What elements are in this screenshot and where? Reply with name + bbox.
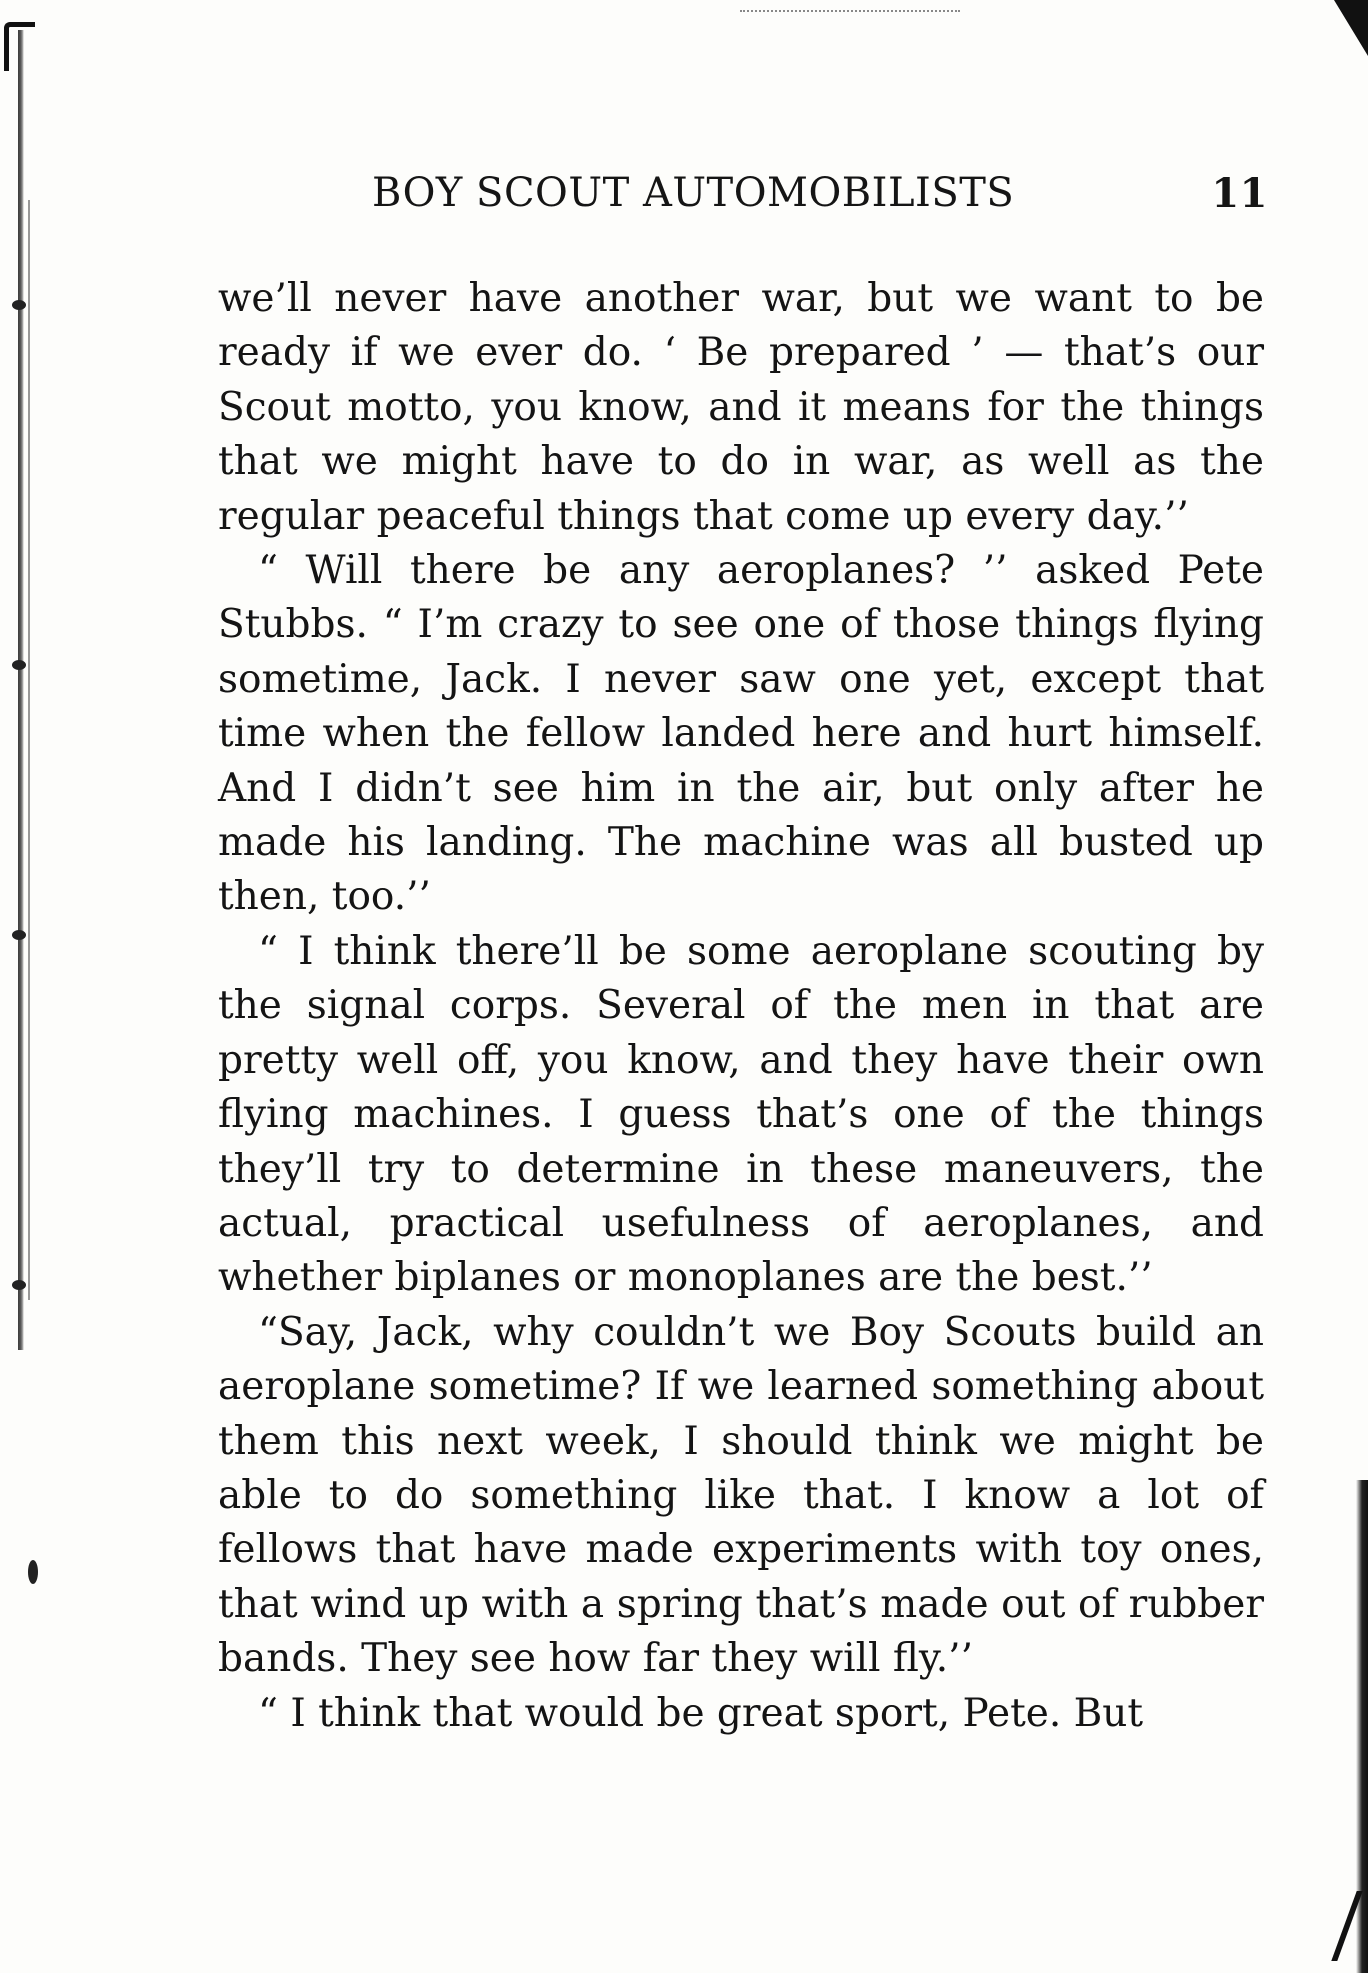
paragraph: “Say, Jack, why couldn’t we Boy Scouts build an aeroplane sometime? If we learned something about them this next week, I should think we might be able to do something like that. I know a lot of fellows that have made experiments with toy ones, that wind up with a spring that’s made out of rubber bands. They see how far they will fly.’’ xyxy=(218,1309,1264,1682)
running-header xyxy=(372,170,1268,230)
paragraph: we’ll never have another war, but we want to be ready if we ever do. ‘ Be prepared ’ — that’s our Scout motto, you know, and it means for the things that we might have to do in war, as well as the regular peaceful things that come up every day.’’ xyxy=(218,276,1264,539)
running-title: BOY SCOUT AUTOMOBILISTS xyxy=(372,170,1015,216)
paragraph: “ I think there’ll be some aeroplane scouting by the signal corps. Several of the men in that are pretty well off, you know, and they have their own flying machines. I guess that’s one of the things they’ll try to determine in these maneuvers, the actual, practical usefulness of aeroplanes, and whether biplanes or monoplanes are the best.’’ xyxy=(218,928,1264,1301)
page-corner-mark xyxy=(1303,1891,1362,1961)
body-text xyxy=(218,272,1264,1741)
binding-speck xyxy=(12,660,26,670)
binding-speck xyxy=(12,300,26,310)
page-number: 11 xyxy=(1211,170,1268,217)
binding-speck xyxy=(12,1280,26,1290)
scan-speck-line xyxy=(740,10,960,18)
paragraph: “ I think that would be great sport, Pete. But xyxy=(258,1690,1144,1736)
binding-speck xyxy=(12,930,26,940)
page-corner-shadow xyxy=(1334,0,1368,56)
binding-edge-line xyxy=(28,200,30,1300)
paragraph: “ Will there be any aeroplanes? ’’ asked Pete Stubbs. “ I’m crazy to see one of those things flying sometime, Jack. I never saw one yet, except that time when the fellow landed here and hurt himself. And I didn’t see him in the air, but only after he made his landing. The machine was all busted up then, too.’’ xyxy=(218,548,1264,920)
binding-edge-shadow xyxy=(18,30,24,1350)
binding-speck xyxy=(28,1560,38,1584)
